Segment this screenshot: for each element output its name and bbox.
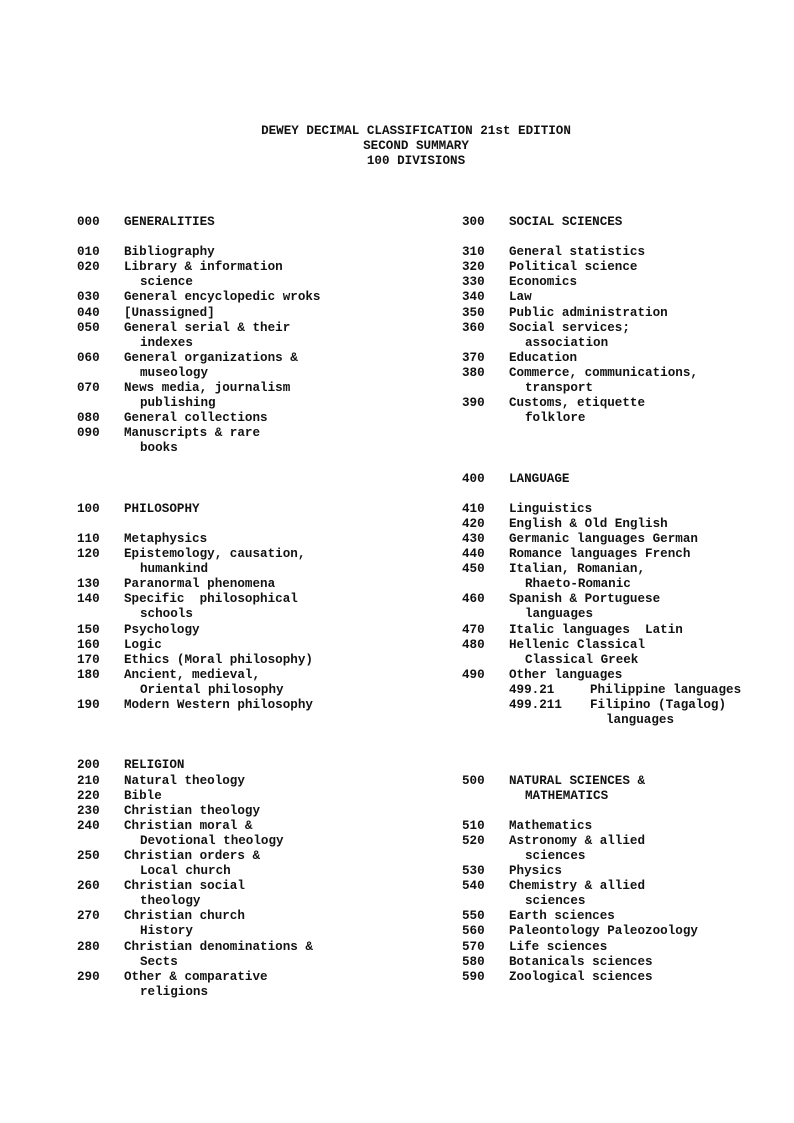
division-code: 430 bbox=[462, 531, 485, 546]
division-070-cont bbox=[77, 396, 452, 411]
division-code: 370 bbox=[462, 350, 485, 365]
division-520 bbox=[462, 834, 792, 849]
division-label: Life sciences bbox=[509, 939, 608, 954]
class-code: 000 bbox=[77, 215, 100, 229]
division-480-cont bbox=[462, 653, 792, 668]
division-code: 070 bbox=[77, 381, 100, 396]
division-code: 020 bbox=[77, 260, 100, 275]
division-120 bbox=[77, 547, 452, 562]
division-370 bbox=[462, 351, 792, 366]
class-200 bbox=[77, 758, 452, 773]
division-label: Physics bbox=[509, 864, 562, 879]
division-code: 090 bbox=[77, 426, 100, 441]
division-code: 240 bbox=[77, 818, 100, 833]
section-499-21 bbox=[462, 683, 792, 698]
division-label: General collections bbox=[124, 411, 268, 426]
class-500-cont bbox=[462, 789, 792, 804]
division-code: 190 bbox=[77, 698, 100, 713]
division-code: 360 bbox=[462, 320, 485, 335]
division-140 bbox=[77, 592, 452, 607]
division-label: Epistemology, causation, bbox=[124, 547, 306, 562]
division-580 bbox=[462, 955, 792, 970]
division-560 bbox=[462, 924, 792, 939]
division-170 bbox=[77, 653, 452, 668]
division-590 bbox=[462, 970, 792, 985]
division-020-cont bbox=[77, 275, 452, 290]
division-420 bbox=[462, 517, 792, 532]
division-label: Customs, etiquette bbox=[509, 396, 646, 411]
division-label: General statistics bbox=[509, 245, 646, 260]
division-label-cont: Classical Greek bbox=[525, 652, 639, 667]
division-code: 440 bbox=[462, 547, 485, 562]
division-label: Ethics (Moral philosophy) bbox=[124, 652, 313, 667]
division-060 bbox=[77, 351, 452, 366]
division-code: 410 bbox=[462, 501, 485, 516]
right-column bbox=[462, 215, 792, 985]
division-460 bbox=[462, 592, 792, 607]
division-label: [Unassigned] bbox=[124, 305, 215, 320]
division-code: 140 bbox=[77, 592, 100, 607]
section-499-211 bbox=[462, 698, 792, 713]
division-code: 540 bbox=[462, 879, 485, 894]
division-360 bbox=[462, 321, 792, 336]
division-code: 470 bbox=[462, 622, 485, 637]
division-label: General encyclopedic wroks bbox=[124, 290, 321, 305]
division-code: 350 bbox=[462, 305, 485, 320]
division-label-cont: folklore bbox=[525, 411, 586, 426]
division-360-cont bbox=[462, 336, 792, 351]
division-120-cont bbox=[77, 562, 452, 577]
division-label: English & Old English bbox=[509, 516, 668, 531]
division-code: 270 bbox=[77, 909, 100, 924]
division-label-cont: theology bbox=[140, 894, 201, 909]
class-500 bbox=[462, 774, 792, 789]
division-390 bbox=[462, 396, 792, 411]
division-label-cont: sciences bbox=[525, 894, 586, 909]
division-label: Italic languages Latin bbox=[509, 622, 683, 637]
division-code: 060 bbox=[77, 350, 100, 365]
division-340 bbox=[462, 290, 792, 305]
division-label-cont: Oriental philosophy bbox=[140, 682, 284, 697]
division-label: Other & comparative bbox=[124, 969, 268, 984]
division-code: 150 bbox=[77, 622, 100, 637]
class-code: 500 bbox=[462, 773, 485, 788]
title-line-1: DEWEY DECIMAL CLASSIFICATION 21st EDITION bbox=[261, 124, 571, 138]
division-code: 260 bbox=[77, 879, 100, 894]
division-code: 130 bbox=[77, 577, 100, 592]
class-100 bbox=[77, 502, 452, 517]
division-code: 460 bbox=[462, 592, 485, 607]
division-code: 050 bbox=[77, 320, 100, 335]
division-label: Bibliography bbox=[124, 245, 215, 260]
division-label-cont: museology bbox=[140, 365, 209, 380]
division-code: 450 bbox=[462, 562, 485, 577]
division-label: Chemistry & allied bbox=[509, 879, 646, 894]
left-column bbox=[77, 215, 452, 1000]
division-code: 570 bbox=[462, 939, 485, 954]
class-heading: NATURAL SCIENCES & bbox=[509, 773, 646, 788]
division-380-cont bbox=[462, 381, 792, 396]
division-label: Christian church bbox=[124, 909, 245, 924]
division-430 bbox=[462, 532, 792, 547]
division-280-cont bbox=[77, 955, 452, 970]
division-code: 490 bbox=[462, 667, 485, 682]
division-290 bbox=[77, 970, 452, 985]
division-460-cont bbox=[462, 607, 792, 622]
division-060-cont bbox=[77, 366, 452, 381]
division-label: Earth sciences bbox=[509, 909, 615, 924]
division-code: 420 bbox=[462, 516, 485, 531]
division-570 bbox=[462, 940, 792, 955]
division-510 bbox=[462, 819, 792, 834]
division-330 bbox=[462, 275, 792, 290]
division-code: 250 bbox=[77, 848, 100, 863]
division-code: 120 bbox=[77, 547, 100, 562]
class-code: 400 bbox=[462, 471, 485, 486]
division-label-cont: History bbox=[140, 924, 193, 939]
division-label: Economics bbox=[509, 275, 578, 290]
division-050 bbox=[77, 321, 452, 336]
division-280 bbox=[77, 940, 452, 955]
division-label: Natural theology bbox=[124, 773, 245, 788]
division-label: Germanic languages German bbox=[509, 531, 698, 546]
division-label: Social services; bbox=[509, 320, 630, 335]
division-label-cont: languages bbox=[525, 607, 594, 622]
division-label: Law bbox=[509, 290, 532, 305]
division-label-cont: transport bbox=[525, 381, 594, 396]
division-code: 110 bbox=[77, 531, 100, 546]
division-490 bbox=[462, 668, 792, 683]
division-020 bbox=[77, 260, 452, 275]
section-label: Philippine languages bbox=[590, 682, 742, 697]
division-270 bbox=[77, 909, 452, 924]
division-380 bbox=[462, 366, 792, 381]
division-110 bbox=[77, 532, 452, 547]
division-label: Modern Western philosophy bbox=[124, 698, 313, 713]
division-code: 380 bbox=[462, 365, 485, 380]
division-label: Psychology bbox=[124, 622, 200, 637]
division-label: Logic bbox=[124, 637, 162, 652]
section-499-211-cont bbox=[462, 713, 792, 728]
division-010 bbox=[77, 245, 452, 260]
division-070 bbox=[77, 381, 452, 396]
division-label-cont: Rhaeto-Romanic bbox=[525, 577, 631, 592]
division-code: 030 bbox=[77, 290, 100, 305]
division-090 bbox=[77, 426, 452, 441]
division-label: Botanicals sciences bbox=[509, 954, 653, 969]
division-label: Paleontology Paleozoology bbox=[509, 924, 698, 939]
division-050-cont bbox=[77, 336, 452, 351]
division-label: Christian moral & bbox=[124, 818, 253, 833]
division-label: News media, journalism bbox=[124, 381, 291, 396]
division-240 bbox=[77, 819, 452, 834]
class-heading: GENERALITIES bbox=[124, 215, 215, 229]
division-label: Christian orders & bbox=[124, 848, 261, 863]
division-label: Manuscripts & rare bbox=[124, 426, 261, 441]
division-code: 330 bbox=[462, 275, 485, 290]
division-code: 010 bbox=[77, 245, 100, 260]
division-080 bbox=[77, 411, 452, 426]
division-label-cont: sciences bbox=[525, 848, 586, 863]
class-000 bbox=[77, 215, 452, 230]
division-260 bbox=[77, 879, 452, 894]
title-line-2: SECOND SUMMARY bbox=[363, 139, 469, 153]
division-code: 580 bbox=[462, 954, 485, 969]
division-label: Linguistics bbox=[509, 501, 593, 516]
class-code: 100 bbox=[77, 501, 100, 516]
division-label-cont: science bbox=[140, 275, 193, 290]
division-450-cont bbox=[462, 577, 792, 592]
division-code: 170 bbox=[77, 652, 100, 667]
division-code: 220 bbox=[77, 788, 100, 803]
division-450 bbox=[462, 562, 792, 577]
division-540 bbox=[462, 879, 792, 894]
class-heading: LANGUAGE bbox=[509, 471, 570, 486]
class-heading-cont: MATHEMATICS bbox=[525, 788, 609, 803]
division-label: Christian social bbox=[124, 879, 245, 894]
division-220 bbox=[77, 789, 452, 804]
division-code: 230 bbox=[77, 803, 100, 818]
division-code: 550 bbox=[462, 909, 485, 924]
division-code: 480 bbox=[462, 637, 485, 652]
division-label: General organizations & bbox=[124, 350, 298, 365]
division-140-cont bbox=[77, 607, 452, 622]
division-label: Christian theology bbox=[124, 803, 261, 818]
division-320 bbox=[462, 260, 792, 275]
division-520-cont bbox=[462, 849, 792, 864]
division-code: 290 bbox=[77, 969, 100, 984]
division-410 bbox=[462, 502, 792, 517]
division-code: 340 bbox=[462, 290, 485, 305]
class-code: 300 bbox=[462, 215, 485, 229]
division-250-cont bbox=[77, 864, 452, 879]
division-label: Christian denominations & bbox=[124, 939, 313, 954]
division-040 bbox=[77, 306, 452, 321]
division-label: Zoological sciences bbox=[509, 969, 653, 984]
division-270-cont bbox=[77, 924, 452, 939]
division-190 bbox=[77, 698, 452, 713]
class-heading: RELIGION bbox=[124, 758, 185, 773]
division-540-cont bbox=[462, 894, 792, 909]
division-code: 210 bbox=[77, 773, 100, 788]
division-label: Education bbox=[509, 350, 578, 365]
division-label-cont: indexes bbox=[140, 335, 193, 350]
section-label-cont: languages bbox=[606, 713, 675, 728]
division-label-cont: association bbox=[525, 335, 609, 350]
division-label: Astronomy & allied bbox=[509, 833, 646, 848]
title-line-3: 100 DIVISIONS bbox=[366, 154, 466, 168]
division-470 bbox=[462, 623, 792, 638]
division-label-cont: Sects bbox=[140, 954, 178, 969]
division-180-cont bbox=[77, 683, 452, 698]
division-label: General serial & their bbox=[124, 320, 291, 335]
division-code: 530 bbox=[462, 864, 485, 879]
class-heading: PHILOSOPHY bbox=[124, 501, 200, 516]
division-code: 520 bbox=[462, 833, 485, 848]
division-label-cont: books bbox=[140, 441, 178, 456]
division-label-cont: Local church bbox=[140, 864, 231, 879]
division-code: 160 bbox=[77, 637, 100, 652]
class-heading: SOCIAL SCIENCES bbox=[509, 215, 623, 229]
division-290-cont bbox=[77, 985, 452, 1000]
section-code: 499.21 bbox=[509, 682, 555, 697]
division-240-cont bbox=[77, 834, 452, 849]
division-label: Spanish & Portuguese bbox=[509, 592, 661, 607]
division-210 bbox=[77, 774, 452, 789]
division-350 bbox=[462, 306, 792, 321]
division-label: Public administration bbox=[509, 305, 668, 320]
division-label-cont: Devotional theology bbox=[140, 833, 284, 848]
document-title bbox=[0, 124, 794, 169]
division-label: Italian, Romanian, bbox=[509, 562, 646, 577]
class-300 bbox=[462, 215, 792, 230]
division-code: 390 bbox=[462, 396, 485, 411]
division-code: 560 bbox=[462, 924, 485, 939]
division-label: Bible bbox=[124, 788, 162, 803]
division-250 bbox=[77, 849, 452, 864]
division-label: Ancient, medieval, bbox=[124, 667, 261, 682]
division-label: Mathematics bbox=[509, 818, 593, 833]
division-label: Metaphysics bbox=[124, 531, 208, 546]
division-480 bbox=[462, 638, 792, 653]
division-550 bbox=[462, 909, 792, 924]
division-label: Library & information bbox=[124, 260, 283, 275]
division-code: 280 bbox=[77, 939, 100, 954]
division-code: 510 bbox=[462, 818, 485, 833]
division-030 bbox=[77, 290, 452, 305]
division-390-cont bbox=[462, 411, 792, 426]
division-440 bbox=[462, 547, 792, 562]
division-label-cont: humankind bbox=[140, 562, 209, 577]
division-150 bbox=[77, 623, 452, 638]
class-code: 200 bbox=[77, 758, 100, 773]
division-code: 310 bbox=[462, 245, 485, 260]
division-310 bbox=[462, 245, 792, 260]
division-label: Romance languages French bbox=[509, 547, 691, 562]
division-530 bbox=[462, 864, 792, 879]
division-label-cont: publishing bbox=[140, 396, 216, 411]
division-label: Other languages bbox=[509, 667, 623, 682]
division-260-cont bbox=[77, 894, 452, 909]
division-code: 080 bbox=[77, 411, 100, 426]
class-400 bbox=[462, 472, 792, 487]
division-code: 040 bbox=[77, 305, 100, 320]
division-code: 320 bbox=[462, 260, 485, 275]
section-code: 499.211 bbox=[509, 698, 562, 713]
division-label: Paranormal phenomena bbox=[124, 577, 276, 592]
division-code: 590 bbox=[462, 969, 485, 984]
division-090-cont bbox=[77, 441, 452, 456]
division-label: Political science bbox=[509, 260, 638, 275]
division-label: Specific philosophical bbox=[124, 592, 298, 607]
division-180 bbox=[77, 668, 452, 683]
division-160 bbox=[77, 638, 452, 653]
division-230 bbox=[77, 804, 452, 819]
division-code: 180 bbox=[77, 667, 100, 682]
division-label: Commerce, communications, bbox=[509, 365, 698, 380]
division-label-cont: religions bbox=[140, 984, 209, 999]
division-label-cont: schools bbox=[140, 607, 193, 622]
division-label: Hellenic Classical bbox=[509, 637, 646, 652]
division-130 bbox=[77, 577, 452, 592]
section-label: Filipino (Tagalog) bbox=[590, 698, 727, 713]
